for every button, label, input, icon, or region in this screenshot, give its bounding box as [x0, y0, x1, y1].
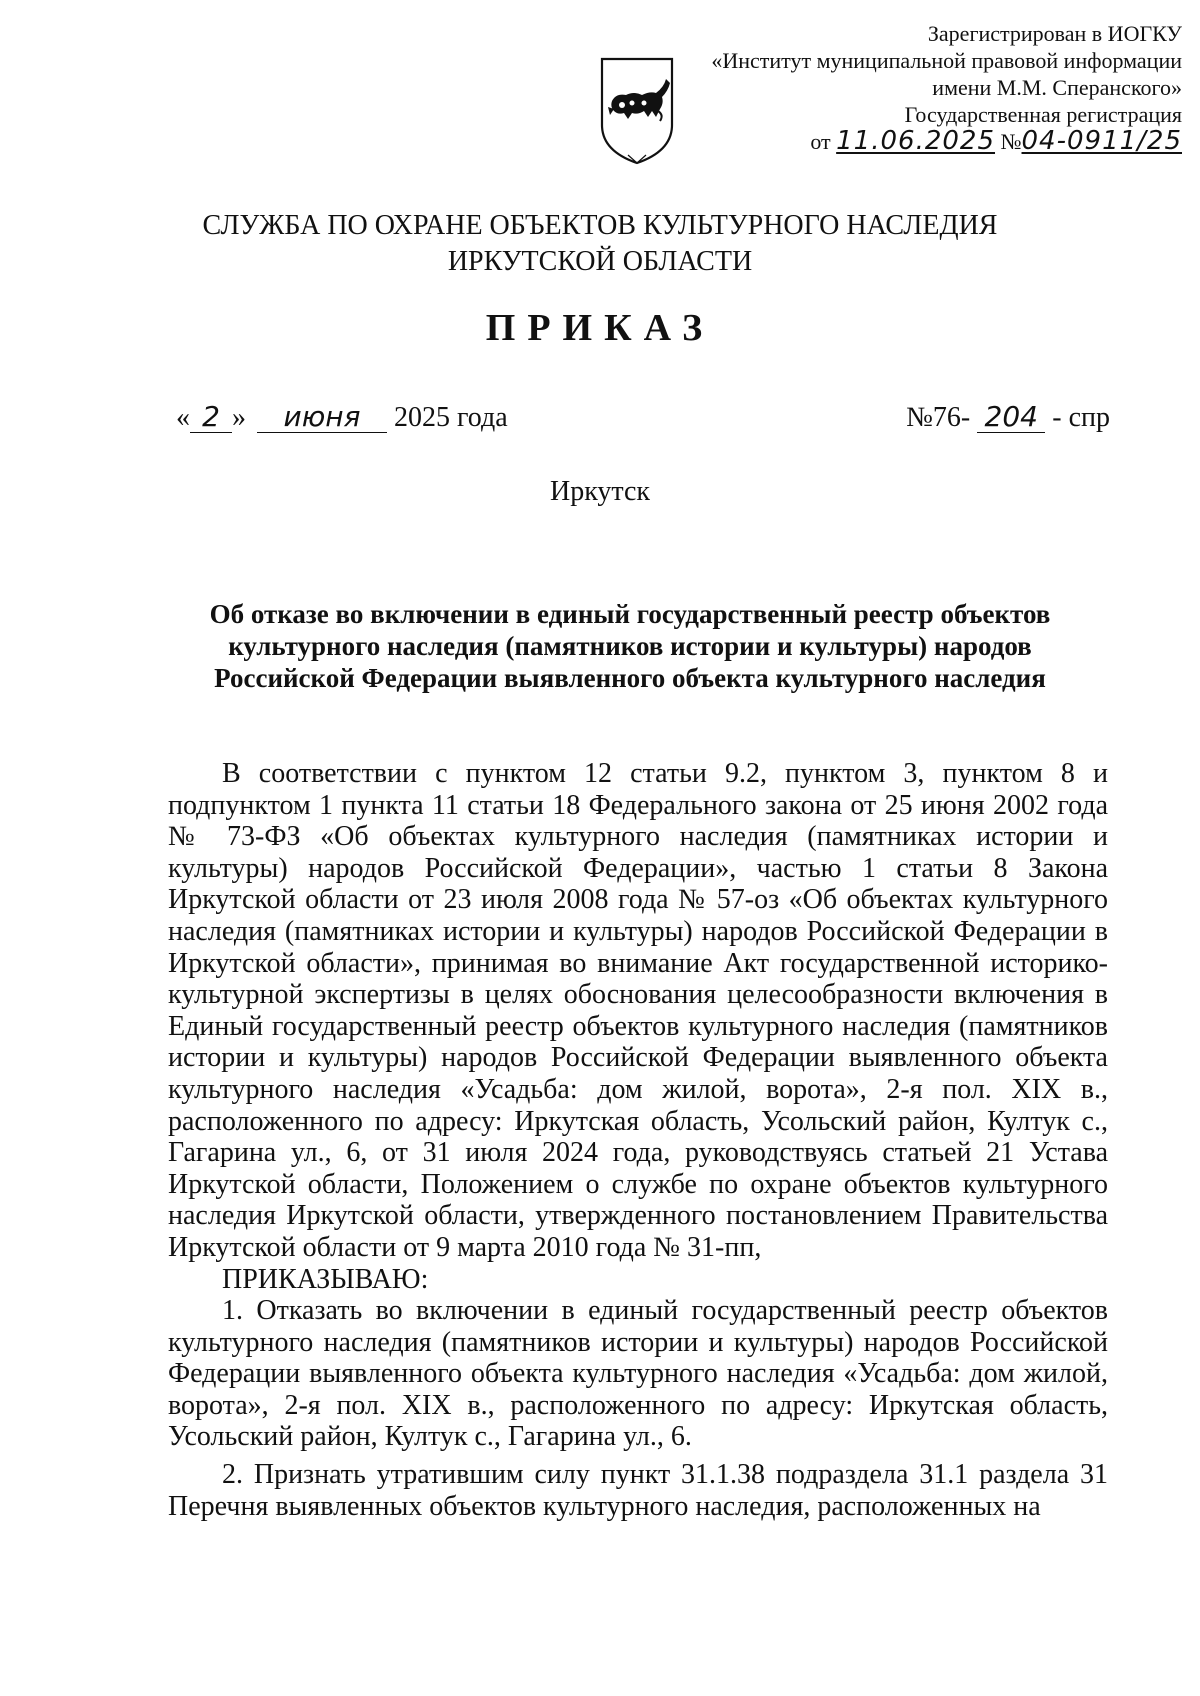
order-number	[906, 402, 1110, 434]
subject-line-1: Об отказе во включении в единый государственный реестр объектов	[209, 599, 1051, 629]
city: Иркутск	[549, 476, 651, 507]
subject-line-3: Российской Федерации выявленного объекта культурного наследия	[214, 663, 1046, 693]
agency-name-line-1: СЛУЖБА ПО ОХРАНЕ ОБЪЕКТОВ КУЛЬТУРНОГО НАСЛЕДИЯ	[202, 210, 998, 241]
order-body	[168, 758, 1108, 1522]
registration-line-3: имени М.М. Сперанского»	[932, 75, 1182, 100]
registration-line-4: Государственная регистрация	[904, 102, 1182, 127]
document-title: ПРИКАЗ	[485, 307, 715, 349]
registration-number-label: №	[1000, 129, 1022, 154]
order-number-suffix: - спр	[1052, 402, 1110, 433]
registration-line-2: «Институт муниципальной правовой информации	[711, 48, 1182, 73]
order-date	[176, 402, 508, 434]
agency-name	[0, 208, 1200, 280]
date-month: июня	[257, 402, 387, 433]
order-number-prefix: №76-	[906, 402, 971, 433]
order-number-value: 204	[977, 402, 1045, 433]
date-day: 2	[190, 402, 232, 433]
registration-number: 04-0911/25	[1021, 126, 1182, 156]
registration-line-1: Зарегистрирован в ИОГКУ	[927, 21, 1182, 46]
subject-line-2: культурного наследия (памятников истории и культуры) народов	[228, 631, 1032, 661]
registration-date-number	[622, 128, 1182, 155]
body-preamble: В соответствии с пунктом 12 статьи 9.2, пунктом 3, пунктом 8 и подпунктом 1 пункта 11 статьи 18 Федерального закона от 25 июня 2002 года № 73-ФЗ «Об объектах культурного наследия (памятниках истории и культуры) народов Российской Федерации», частью 1 статьи 8 Закона Иркутской области от 23 июля 2008 года № 57-оз «Об объектах культурного наследия (памятниках истории и культуры) народов Российской Федерации в Иркутской области», принимая во внимание Акт государственной историко-культурной экспертизы в целях обоснования целесообразности включения в Единый государственный реестр объектов культурного наследия (памятников истории и культуры) народов Российской Федерации выявленного объекта культурного наследия «Усадьба: дом жилой, ворота», 2-я пол. XIX в., расположенного по адресу: Иркутская область, Усольский район, Култук с., Гагарина ул., 6, от 31 июля 2024 года, руководствуясь статьей 21 Устава Иркутской области, Положением о службе по охране объектов культурного наследия Иркутской области, утвержденного постановлением Правительства Иркутской области от 9 марта 2010 года № 31-пп,	[168, 758, 1108, 1263]
body-item-1: 1. Отказать во включении в единый государственный реестр объектов культурного наследия (памятников истории и культуры) народов Российской Федерации выявленного объекта культурного наследия «Усадьба: дом жилой, ворота», 2-я пол. XIX в., расположенного по адресу: Иркутская область, Усольский район, Култук с., Гагарина ул., 6.	[168, 1295, 1108, 1453]
date-year: 2025 года	[394, 402, 508, 433]
body-order-word: ПРИКАЗЫВАЮ:	[222, 1263, 429, 1295]
date-open-quote: «	[176, 402, 190, 433]
body-item-2: 2. Признать утратившим силу пункт 31.1.38 подраздела 31.1 раздела 31 Перечня выявленных объектов культурного наследия, расположенных на	[168, 1459, 1108, 1522]
order-subject	[160, 598, 1100, 694]
registration-stamp	[622, 20, 1182, 155]
registration-date: 11.06.2025	[836, 126, 996, 156]
registration-from-label: от	[810, 129, 831, 154]
agency-name-line-2: ИРКУТСКОЙ ОБЛАСТИ	[447, 246, 753, 277]
date-close-quote: »	[232, 402, 246, 433]
